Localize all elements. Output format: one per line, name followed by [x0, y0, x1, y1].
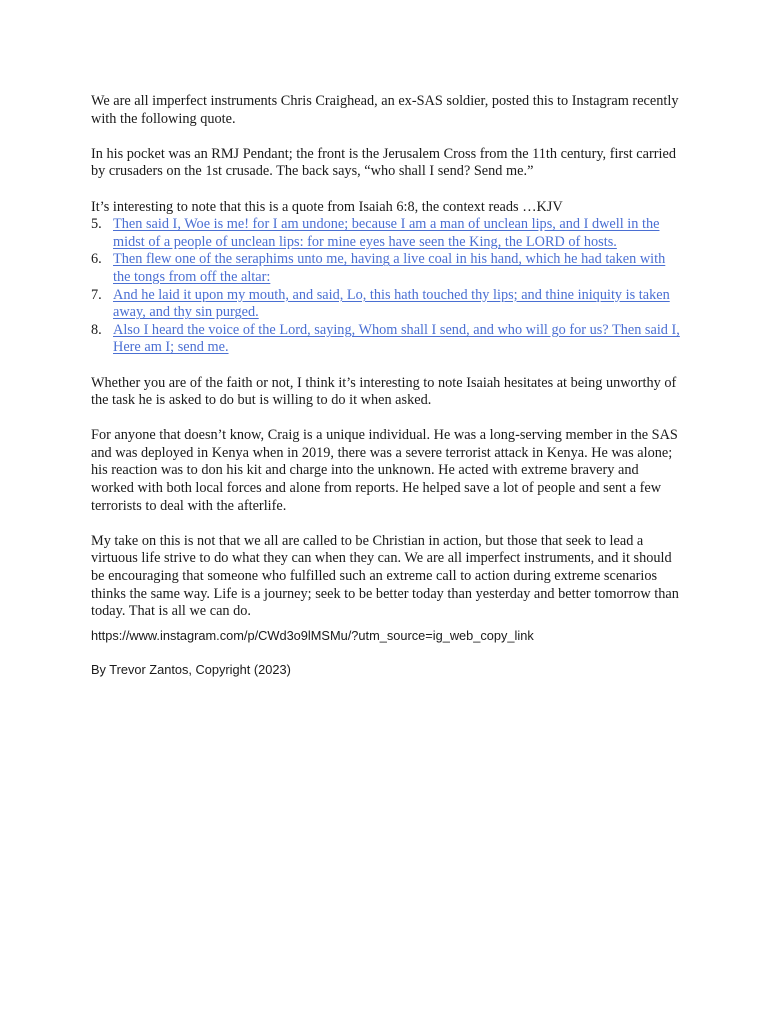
verse-number: 5.: [91, 216, 102, 233]
verse-link[interactable]: And he laid it upon my mouth, and said, Lo, this hath touched thy lips; and thine iniquity is taken away, and thy sin purged.: [113, 286, 670, 321]
verse-item: [91, 216, 683, 251]
pendant-paragraph: In his pocket was an RMJ Pendant; the front is the Jerusalem Cross from the 11th century, first carried by crusaders on the 1st crusade. The back says, “who shall I send? Send me.”: [91, 145, 676, 180]
byline: By Trevor Zantos, Copyright (2023): [91, 662, 291, 678]
verse-number: 8.: [91, 321, 102, 338]
verse-item: [91, 322, 683, 357]
instagram-url[interactable]: https://www.instagram.com/p/CWd3o9lMSMu/?utm_source=ig_web_copy_link: [91, 627, 534, 643]
verse-link[interactable]: Also I heard the voice of the Lord, saying, Whom shall I send, and who will go for us? Then said I, Here am I; send me.: [113, 321, 680, 356]
faith-paragraph: Whether you are of the faith or not, I think it’s interesting to note Isaiah hesitates at being unworthy of the task he is asked to do but is willing to do it when asked.: [91, 374, 677, 409]
verse-item: [91, 287, 683, 322]
verse-list: [91, 216, 683, 357]
verse-link[interactable]: Then flew one of the seraphims unto me, having a live coal in his hand, which he had taken with the tongs from off the altar:: [113, 251, 666, 285]
take-paragraph: My take on this is not that we all are called to be Christian in action, but those that seek to lead a virtuous life strive to do what they can when they can. We are all imperfect instruments, and it should be encouraging that someone who fulfilled such an extreme call to action during extreme scenarios thinks the same way. Life is a journey; seek to be better today than yesterday and better tomorrow than today. That is all we can do.: [91, 532, 679, 620]
verse-item: [91, 251, 683, 286]
verse-number: 7.: [91, 286, 102, 303]
intro-paragraph: We are all imperfect instruments Chris Craighead, an ex-SAS soldier, posted this to Instagram recently with the following quote.: [91, 93, 679, 127]
document-page: [91, 93, 683, 679]
craig-paragraph: For anyone that doesn’t know, Craig is a unique individual. He was a long-serving member in the SAS and was deployed in Kenya when in 2019, there was a severe terrorist attack in Kenya. He was alone; his reaction was to don his kit and charge into the unknown. He acted with extreme bravery and worked with both local forces and alone from reports. He helped save a lot of people and sent a few terrorists to deal with the afterlife.: [91, 427, 678, 514]
verse-link[interactable]: Then said I, Woe is me! for I am undone; because I am a man of unclean lips, and I dwell in the midst of a people of unclean lips: for mine eyes have seen the King, the LORD of hosts.: [113, 216, 660, 250]
context-paragraph: It’s interesting to note that this is a quote from Isaiah 6:8, the context reads …KJV: [91, 198, 563, 215]
verse-number: 6.: [91, 251, 102, 268]
